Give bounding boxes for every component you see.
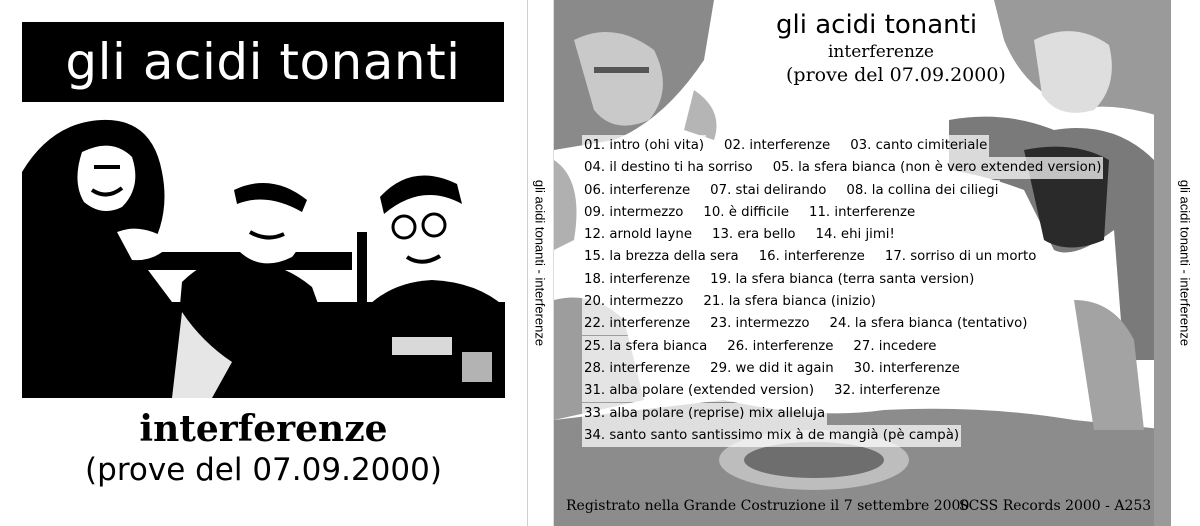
front-title: gli acidi tonanti xyxy=(22,22,504,102)
track-item: 19. la sfera bianca (terra santa version) xyxy=(708,269,976,291)
track-row xyxy=(582,246,1142,268)
label-catalog: SCSS Records 2000 - A253 xyxy=(959,498,1152,514)
track-row xyxy=(582,425,1142,447)
back-date: (prove del 07.09.2000) xyxy=(786,64,1006,86)
track-row xyxy=(582,336,1142,358)
track-row xyxy=(582,313,1142,335)
track-item: 23. intermezzo xyxy=(708,313,811,335)
track-item: 13. era bello xyxy=(710,224,798,246)
spine-right xyxy=(1170,0,1200,526)
track-item: 12. arnold layne xyxy=(582,224,694,246)
track-row xyxy=(582,403,1142,425)
track-item: 08. la collina dei ciliegi xyxy=(844,180,1000,202)
track-row xyxy=(582,358,1142,380)
track-item: 17. sorriso di un morto xyxy=(883,246,1038,268)
track-item: 30. interferenze xyxy=(852,358,962,380)
track-item: 14. ehi jimi! xyxy=(814,224,897,246)
track-item: 07. stai delirando xyxy=(708,180,828,202)
spine-right-text: gli acidi tonanti - interferenze xyxy=(1177,179,1193,347)
track-row xyxy=(582,135,1142,157)
track-row xyxy=(582,157,1142,179)
track-item: 05. la sfera bianca (non è vero extended version) xyxy=(771,157,1104,179)
track-item: 06. interferenze xyxy=(582,180,692,202)
track-item: 10. è difficile xyxy=(701,202,791,224)
track-item: 25. la sfera bianca xyxy=(582,336,709,358)
track-item: 22. interferenze xyxy=(582,313,692,335)
track-item: 01. intro (ohi vita) xyxy=(582,135,706,157)
track-item: 03. canto cimiteriale xyxy=(848,135,989,157)
track-row xyxy=(582,202,1142,224)
track-item: 20. intermezzo xyxy=(582,291,685,313)
track-item: 32. interferenze xyxy=(832,380,942,402)
track-item: 21. la sfera bianca (inizio) xyxy=(701,291,877,313)
front-cover xyxy=(0,0,528,526)
track-item: 28. interferenze xyxy=(582,358,692,380)
spine-left-text: gli acidi tonanti - interferenze xyxy=(532,179,548,347)
track-item: 18. interferenze xyxy=(582,269,692,291)
track-row xyxy=(582,291,1142,313)
track-item: 29. we did it again xyxy=(708,358,835,380)
track-item: 04. il destino ti ha sorriso xyxy=(582,157,755,179)
track-item: 31. alba polare (extended version) xyxy=(582,380,816,402)
track-item: 15. la brezza della sera xyxy=(582,246,741,268)
track-row xyxy=(582,269,1142,291)
track-item: 11. interferenze xyxy=(807,202,917,224)
track-item: 02. interferenze xyxy=(722,135,832,157)
track-item: 34. santo santo santissimo mix à de mangià (pè campà) xyxy=(582,425,961,447)
track-row xyxy=(582,380,1142,402)
back-cover xyxy=(553,0,1171,526)
track-row xyxy=(582,224,1142,246)
spine-left xyxy=(527,0,553,526)
back-title: gli acidi tonanti xyxy=(776,10,978,40)
band-photo-graphic xyxy=(22,112,505,398)
front-subtitle: (prove del 07.09.2000) xyxy=(85,452,442,488)
track-item: 24. la sfera bianca (tentativo) xyxy=(828,313,1030,335)
recording-note: Registrato nella Grande Costruzione il 7 settembre 2000 xyxy=(566,498,970,514)
back-album-title: interferenze xyxy=(828,42,934,62)
track-item: 27. incedere xyxy=(851,336,938,358)
band-photo xyxy=(22,112,505,398)
track-item: 26. interferenze xyxy=(725,336,835,358)
front-album-title: interferenze xyxy=(139,408,388,450)
track-item: 16. interferenze xyxy=(757,246,867,268)
track-row xyxy=(582,180,1142,202)
track-item: 09. intermezzo xyxy=(582,202,685,224)
track-item: 33. alba polare (reprise) mix alleluja xyxy=(582,403,827,425)
tracklist xyxy=(582,135,1142,447)
